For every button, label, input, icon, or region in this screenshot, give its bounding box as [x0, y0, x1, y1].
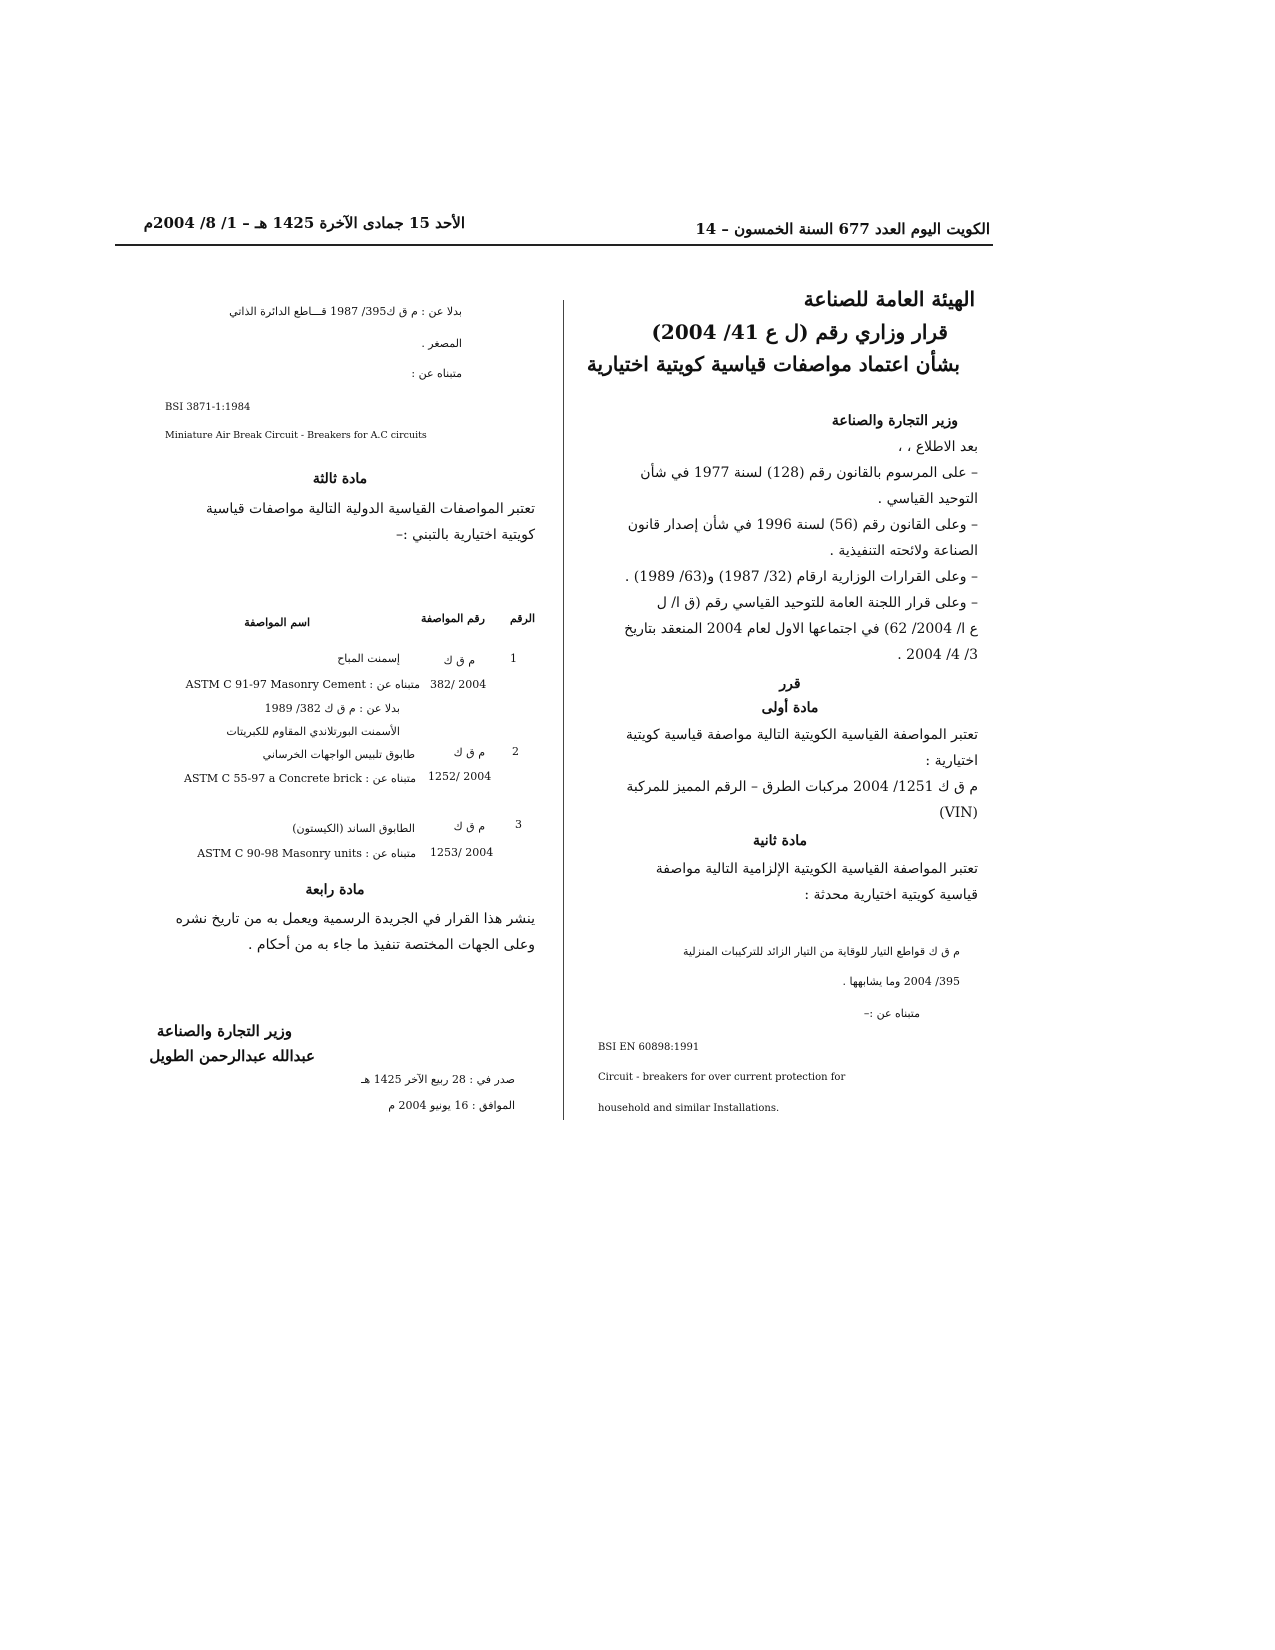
article-1-line: م ق ك 1251/ 2004 مركبات الطرق – الرقم المميز للمركبة	[626, 779, 978, 795]
table-row-2-number: 2	[512, 745, 519, 758]
adopted-label: متبناه عن :	[411, 367, 462, 380]
article-2-line: تعتبر المواصفة القياسية الكويتية الإلزامية التالية مواصفة	[655, 861, 978, 877]
signatory-name: عبدالله عبدالرحمن الطويل	[149, 1047, 315, 1065]
table-row-1-code-prefix: م ق ك	[443, 654, 475, 667]
article-1-line: (VIN)	[939, 805, 978, 821]
signatory-title: وزير التجارة والصناعة	[156, 1022, 292, 1040]
preamble-line: التوحيد القياسي .	[877, 491, 978, 507]
decided-heading: قرر	[779, 676, 801, 692]
replaced-395-1987: بدلا عن : م ق ك395/ 1987 قـــاطع الدائرة الذاتي	[229, 305, 462, 318]
table-row-3-code-prefix: م ق ك	[453, 820, 485, 833]
organization-name: الهيئة العامة للصناعة	[803, 287, 975, 311]
header-rule	[115, 244, 993, 246]
article-3-line: تعتبر المواصفات القياسية الدولية التالية مواصفات قياسية	[205, 501, 535, 517]
spec-395-adopted: متبناه عن :–	[863, 1007, 920, 1020]
spec-395-line-1: م ق ك قواطع التيار للوقاية من التيار الزائد للتركيبات المنزلية	[683, 945, 960, 958]
table-row-2-adopted: متبناه عن : ASTM C 55-97 a Concrete brick	[184, 772, 416, 785]
preamble-line: – وعلى القرارات الوزارية ارقام (32/ 1987) و(63/ 1989) .	[624, 569, 978, 585]
table-row-3-code-number: 1253/ 2004	[430, 846, 494, 859]
article-4-line: ينشر هذا القرار في الجريدة الرسمية ويعمل به من تاريخ نشره	[175, 911, 535, 927]
article-1-title: مادة أولى	[761, 700, 819, 716]
table-row-2-name: طابوق تلبيس الواجهات الخرساني	[262, 748, 415, 761]
corresponding-date: الموافق : 16 يونيو 2004 م	[388, 1099, 515, 1112]
article-4-line: وعلى الجهات المختصة تنفيذ ما جاء به من أحكام .	[248, 937, 535, 953]
preamble-line: – وعلى قرار اللجنة العامة للتوحيد القياسي رقم (ق ا/ ل	[656, 595, 978, 611]
preamble	[578, 434, 978, 668]
table-row-3-adopted: متبناه عن : ASTM C 90-98 Masonry units	[197, 847, 416, 860]
table-row-1-number: 1	[510, 652, 517, 665]
bsi-en-60898-desc-2: household and similar Installations.	[598, 1103, 780, 1114]
article-4-body	[130, 906, 535, 958]
bsi-en-60898-code: BSI EN 60898:1991	[598, 1042, 700, 1053]
table-row-1-adopted: متبناه عن : ASTM C 91-97 Masonry Cement	[185, 678, 420, 691]
table-row-1-name: إسمنت المباح	[337, 652, 400, 665]
article-1-body	[578, 722, 978, 826]
preamble-line: – على المرسوم بالقانون رقم (128) لسنة 1977 في شأن	[640, 465, 978, 481]
table-header-name: اسم المواصفة	[244, 616, 310, 629]
bsi-3871-desc: Miniature Air Break Circuit - Breakers for A.C circuits	[165, 430, 427, 441]
replaced-395-1987-cont: المصغر .	[421, 337, 462, 350]
article-1-line: تعتبر المواصفة القياسية الكويتية التالية مواصفة قياسية كويتية	[625, 727, 978, 743]
table-header-number: الرقم	[509, 612, 535, 625]
article-1-line: اختيارية :	[925, 753, 978, 769]
table-row-1-code-number: 382/ 2004	[430, 678, 487, 691]
decree-subtitle: بشأن اعتماد مواصفات قياسية كويتية اختيارية	[586, 352, 960, 376]
issued-date: صدر في : 28 ربيع الآخر 1425 هـ	[361, 1073, 515, 1086]
table-header-code: رقم المواصفة	[420, 612, 485, 625]
table-row-3-number: 3	[515, 818, 522, 831]
article-3-body	[130, 496, 535, 548]
header-issue-info: الكويت اليوم العدد 677 السنة الخمسون – 14	[695, 220, 990, 238]
preamble-line: 3/ 4/ 2004 .	[897, 647, 978, 663]
article-2-title: مادة ثانية	[753, 833, 807, 849]
table-row-1-replaced: بدلا عن : م ق ك 382/ 1989	[264, 702, 400, 715]
table-row-2-code-prefix: م ق ك	[453, 746, 485, 759]
preamble-line: الصناعة ولائحته التنفيذية .	[829, 543, 978, 559]
column-separator	[563, 300, 564, 1120]
bsi-3871-code: BSI 3871-1:1984	[165, 402, 251, 413]
minister-heading: وزير التجارة والصناعة	[831, 413, 958, 429]
bsi-en-60898-desc-1: Circuit - breakers for over current protection for	[598, 1072, 846, 1083]
preamble-line: بعد الاطلاع ، ،	[897, 439, 978, 455]
table-row-1-extra: الأسمنت البورتلاندي المقاوم للكبريتات	[226, 725, 400, 738]
preamble-line: – وعلى القانون رقم (56) لسنة 1996 في شأن إصدار قانون	[627, 517, 978, 533]
article-2-body	[578, 856, 978, 908]
decree-title: قرار وزاري رقم (ل ع 41/ 2004)	[651, 320, 948, 344]
article-4-title: مادة رابعة	[305, 882, 365, 898]
article-3-title: مادة ثالثة	[312, 471, 368, 487]
table-row-2-code-number: 1252/ 2004	[428, 770, 492, 783]
table-row-3-name: الطابوق الساند (الكيستون)	[292, 822, 415, 835]
header-date: الأحد 15 جمادى الآخرة 1425 هـ – 1/ 8/ 2004م	[143, 214, 465, 232]
spec-395-line-2: 395/ 2004 وما يشابهها .	[842, 975, 960, 988]
article-3-line: كويتية اختيارية بالتبني :–	[395, 527, 535, 543]
article-2-line: قياسية كويتية اختيارية محدثة :	[804, 887, 978, 903]
preamble-line: ع ا/ 2004/ 62) في اجتماعها الاول لعام 2004 المنعقد بتاريخ	[624, 621, 978, 637]
